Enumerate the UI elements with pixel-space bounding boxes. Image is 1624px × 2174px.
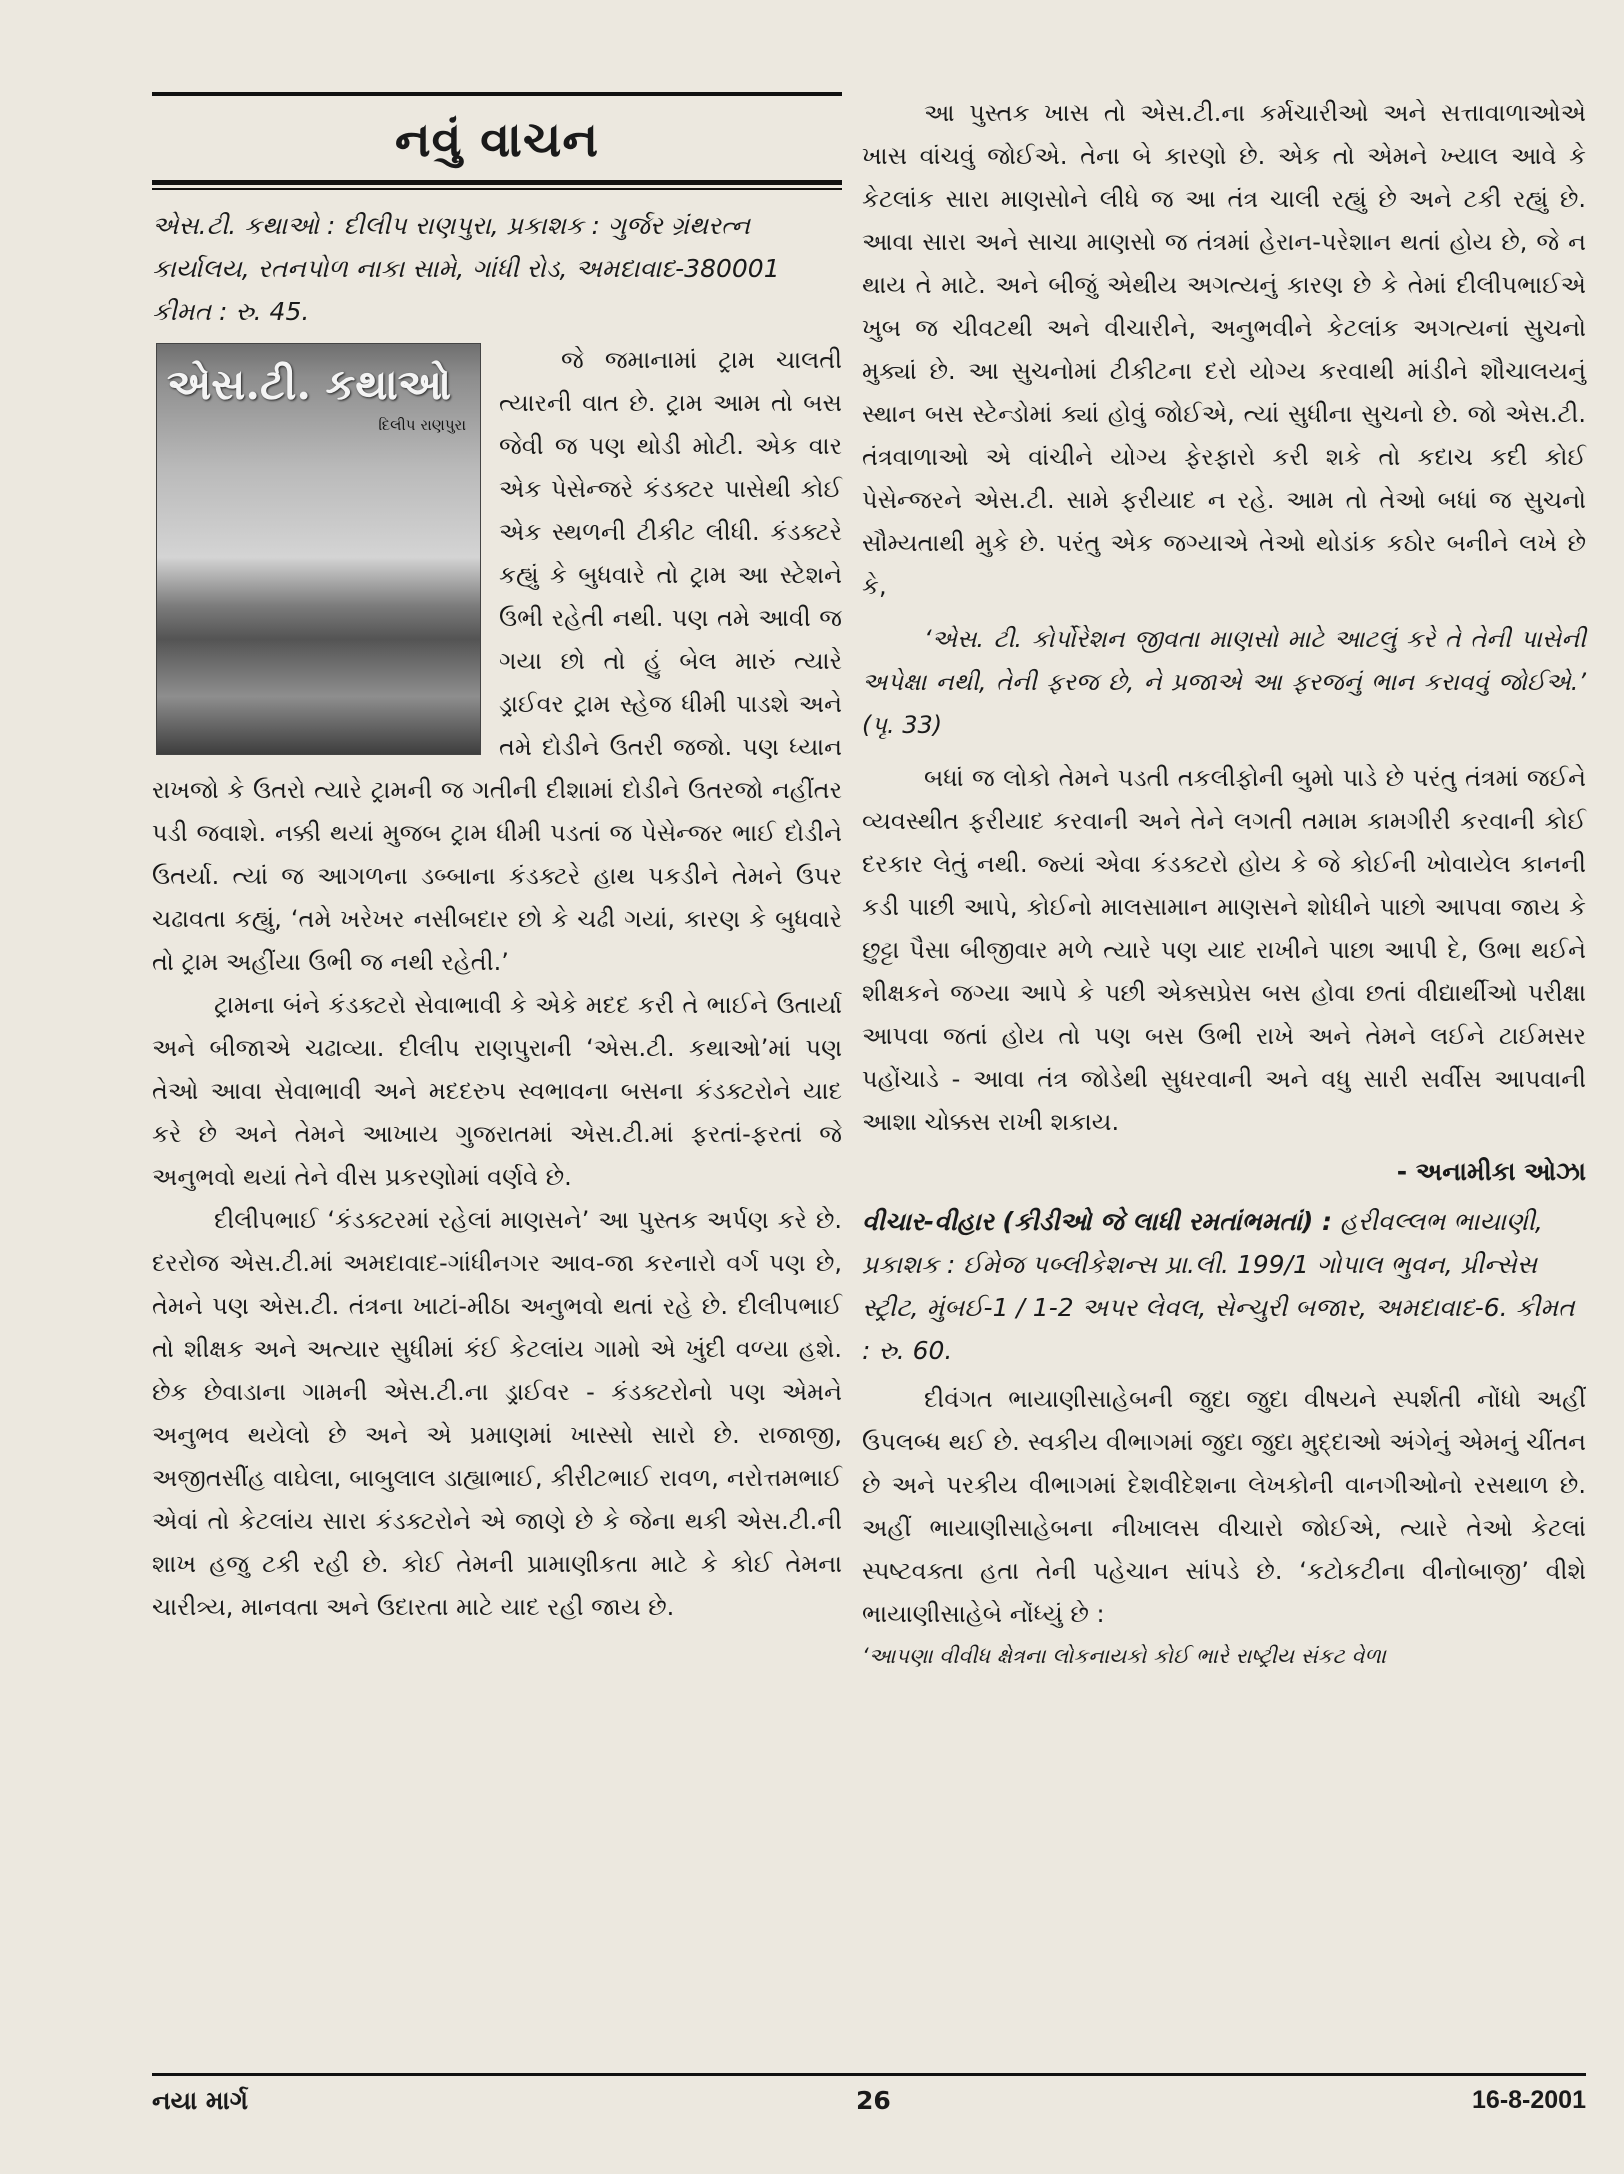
- page-number: 26: [856, 2086, 891, 2115]
- book-cover-author: દિલીપ રાણપુરા: [378, 416, 466, 434]
- review-paragraph: દીલીપભાઈ ‘કંડક્ટરમાં રહેલાં માણસને’ આ પુસ્તક અર્પણ કરે છે. દરરોજ એસ.ટી.માં અમદાવાદ-ગાંધીનગર આવ-જા કરનારો વર્ગ પણ છે, તેમને પણ એસ.ટી. તંત્રના ખાટાં-મીઠા અનુભવો થતાં રહે છે. દીલીપભાઈ તો શીક્ષક અને અત્યાર સુધીમાં કંઈ કેટલાંય ગામો એ ખુંદી વળ્યા હશે. છેક છેવાડાના ગામની એસ.ટી.ના ડ્રાઈવર - કંડક્ટરોનો પણ એમને અનુભવ થયેલો છે અને એ પ્રમાણમાં ખાસ્સો સારો છે. રાજાજી, અજીતસીંહ વાઘેલા, બાબુલાલ ડાહ્યાભાઈ, કીરીટભાઈ રાવળ, નરોત્તમભાઈ એવાં તો કેટલાંય સારા કંડક્ટરોને એ જાણે છે કે જેના થકી એસ.ટી.ની શાખ હજુ ટકી રહી છે. કોઈ તેમની પ્રામાણીકતા માટે કે કોઈ તેમના ચારીત્ર્ય, માનવતા અને ઉદારતા માટે યાદ રહી જાય છે.: [152, 1206, 842, 1621]
- book-bibliography-2: [862, 1200, 1586, 1372]
- section-title: નવું વાચન: [394, 112, 600, 168]
- reviewer-signature: - અનામીકા ઓઝા: [1396, 1157, 1586, 1186]
- review-paragraph: આ પુસ્તક ખાસ તો એસ.ટી.ના કર્મચારીઓ અને સત્તાવાળાઓએ ખાસ વાંચવું જોઈએ. તેના બે કારણો છે. એક તો એમને ખ્યાલ આવે કે કેટલાંક સારા માણસોને લીધે જ આ તંત્ર ચાલી રહ્યું છે અને ટકી રહ્યું છે. આવા સારા અને સાચા માણસો જ તંત્રમાં હેરાન-પરેશાન થતાં હોય છે, જે ન થાય તે માટે. અને બીજું એથીય અગત્યનું કારણ છે કે તેમાં દીલીપભાઈએ ખુબ જ ચીવટથી અને વીચારીને, અનુભવીને કેટલાંક અગત્યનાં સુચનો મુક્યાં છે. આ સુચનોમાં ટીકીટના દરો યોગ્ય કરવાથી માંડીને શૌચાલયનું સ્થાન બસ સ્ટેન્ડોમાં ક્યાં હોવું જોઈએ, ત્યાં સુધીના સુચનો છે. જો એસ.ટી. તંત્રવાળાઓ એ વાંચીને યોગ્ય ફેરફારો કરી શકે તો કદાચ કદી કોઈ પેસેન્જરને એસ.ટી. સામે ફરીયાદ ન રહે. આમ તો તેઓ બધાં જ સુચનો સૌમ્યતાથી મુકે છે. પરંતુ એક જગ્યાએ તેઓ થોડાંક કઠોર બનીને લખે છે કે,: [862, 99, 1586, 600]
- right-column: [862, 92, 1586, 1674]
- title-rule: [152, 180, 842, 190]
- book-title-2: વીચાર-વીહાર (કીડીઓ જે લાધી રમતાંભમતાં) :: [862, 1207, 1332, 1236]
- book-details-2: હરીવલ્લભ ભાયાણી, પ્રકાશક : ઈમેજ પબ્લીકેશન્સ પ્રા.લી. 199/1 ગોપાલ ભુવન, પ્રીન્સેસ સ્ટ્રીટ, મુંબઈ-1 / 1-2 અપર લેવલ, સેન્ચુરી બજાર, અમદાવાદ-6. કીમત : રુ. 60.: [862, 1207, 1575, 1365]
- issue-date: 16-8-2001: [1472, 2086, 1586, 2114]
- review-paragraph: જે જમાનામાં ટ્રામ ચાલતી ત્યારની વાત છે. ટ્રામ આમ તો બસ જેવી જ પણ થોડી મોટી. એક વાર એક પેસેન્જરે કંડક્ટર પાસેથી કોઈ એક સ્થળની ટીકીટ લીધી. કંડક્ટરે કહ્યું કે બુધવારે તો ટ્રામ આ સ્ટેશને ઉભી રહેતી નથી. પણ તમે આવી જ ગયા છો તો હું બેલ મારું ત્યારે ડ્રાઈવર ટ્રામ સ્હેજ ધીમી પાડશે અને તમે દોડીને ઉતરી જજો. પણ ધ્યાન રાખજો કે ઉતરો ત્યારે ટ્રામની જ ગતીની દીશામાં દોડીને ઉતરજો નહીંતર પડી જવાશે. નક્કી થયાં મુજબ ટ્રામ ધીમી પડતાં જ પેસેન્જર ભાઈ દોડીને ઉતર્યા. ત્યાં જ આગળના ડબ્બાના કંડક્ટરે હાથ પકડીને તેમને ઉપર ચઢાવતા કહ્યું, ‘તમે ખરેખર નસીબદાર છો કે ચઢી ગયાં, કારણ કે બુધવારે તો ટ્રામ અહીંયા ઉભી જ નથી રહેતી.’: [152, 346, 842, 976]
- review-paragraph: દીવંગત ભાયાણીસાહેબની જુદા જુદા વીષયને સ્પર્શતી નોંધો અહીં ઉપલબ્ધ થઈ છે. સ્વકીય વીભાગમાં જુદા જુદા મુદ્દાઓ અંગેનું એમનું ચીંતન છે અને પરકીય વીભાગમાં દેશવીદેશના લેખકોની વાનગીઓનો રસથાળ છે. અહીં ભાયાણીસાહેબના નીખાલસ વીચારો જોઈએ, ત્યારે તેઓ કેટલાં સ્પષ્ટવક્તા હતા તેની પહેચાન સાંપડે છે. ‘કટોકટીના વીનોબાજી’ વીશે ભાયાણીસાહેબે નોંધ્યું છે :: [862, 1385, 1586, 1628]
- book-cover-image: [156, 343, 481, 755]
- left-column: [152, 92, 842, 1629]
- footer-rule: [152, 2073, 1586, 2076]
- top-rule: [152, 92, 842, 96]
- review-paragraph: બધાં જ લોકો તેમને પડતી તકલીફોની બુમો પાડે છે પરંતુ તંત્રમાં જઈને વ્યવસ્થીત ફરીયાદ કરવાની અને તેને લગતી તમામ કામગીરી કરવાની કોઈ દરકાર લેતું નથી. જ્યાં એવા કંડક્ટરો હોય કે જે કોઈની ખોવાયેલ કાનની કડી પાછી આપે, કોઈનો માલસામાન માણસને શોધીને પાછો આપવા જાય કે છુટ્ટા પૈસા બીજીવાર મળે ત્યારે પણ યાદ રાખીને પાછા આપી દે, ઉભા થઈને શીક્ષકને જગ્યા આપે કે પછી એક્સપ્રેસ બસ હોવા છતાં વીદ્યાર્થીઓ પરીક્ષા આપવા જતાં હોય તો પણ બસ ઉભી રાખે અને તેમને લઈને ટાઈમસર પહોંચાડે - આવા તંત્ર જોડેથી સુધરવાની અને વધુ સારી સર્વીસ આપવાની આશા ચોક્કસ રાખી શકાય.: [862, 764, 1586, 1136]
- magazine-name: નયા માર્ગ: [152, 2086, 248, 2115]
- quote-start: ‘આપણા વીવીધ ક્ષેત્રના લોકનાયકો કોઈ ભારે રાષ્ટ્રીય સંકટ વેળા: [862, 1644, 1386, 1668]
- book-bibliography: એસ.ટી. કથાઓ : દીલીપ રાણપુરા, પ્રકાશક : ગુર્જર ગ્રંથરત્ન કાર્યાલય, રતનપોળ નાકા સામે, ગાંધી રોડ, અમદાવાદ-380001 કીમત : રુ. 45.: [152, 211, 780, 326]
- book-cover-title: એસ.ટી. કથાઓ: [167, 360, 452, 409]
- book-quote: ‘એસ. ટી. કોર્પોરેશન જીવતા માણસો માટે આટલું કરે તે તેની પાસેની અપેક્ષા નથી, તેની ફરજ છે, ને પ્રજાએ આ ફરજનું ભાન કરાવવું જોઈએ.’ (પૃ. 33): [862, 625, 1586, 739]
- review-paragraph: ટ્રામના બંને કંડક્ટરો સેવાભાવી કે એકે મદદ કરી તે ભાઈને ઉતાર્યા અને બીજાએ ચઢાવ્યા. દીલીપ રાણપુરાની ‘એસ.ટી. કથાઓ’માં પણ તેઓ આવા સેવાભાવી અને મદદરુપ સ્વભાવના બસના કંડક્ટરોને યાદ કરે છે અને તેમને આખાય ગુજરાતમાં એસ.ટી.માં ફરતાં-ફરતાં જે અનુભવો થયાં તેને વીસ પ્રકરણોમાં વર્ણવે છે.: [152, 991, 842, 1191]
